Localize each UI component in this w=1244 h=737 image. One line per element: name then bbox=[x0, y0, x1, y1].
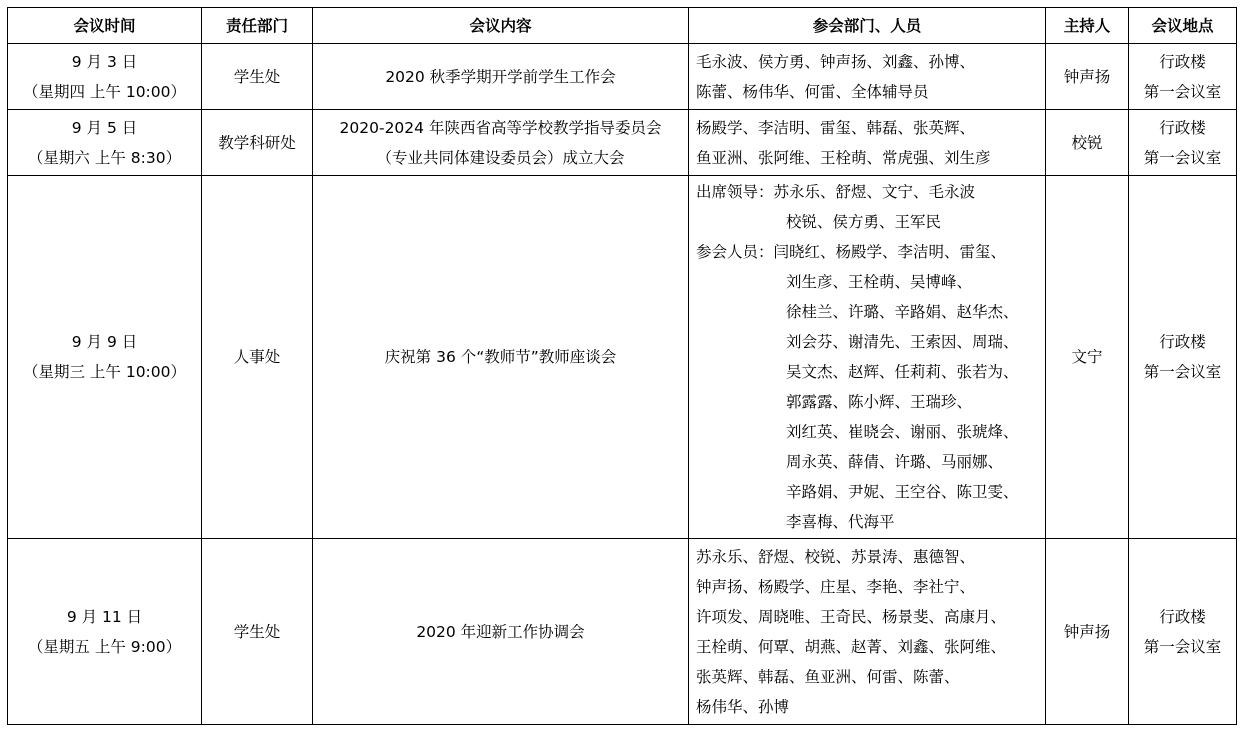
location-room: 第一会议室 bbox=[1143, 82, 1222, 101]
cell-time bbox=[8, 539, 202, 725]
meeting-weekday-time: （星期六 上午 8:30） bbox=[27, 148, 182, 167]
cell-location bbox=[1129, 110, 1237, 176]
cell-host: 校锐 bbox=[1046, 110, 1129, 176]
meeting-schedule-table bbox=[7, 7, 1237, 725]
location-room: 第一会议室 bbox=[1143, 637, 1222, 656]
leaders-names: 苏永乐、舒煜、文宁、毛永波 bbox=[773, 183, 976, 201]
meeting-date: 9 月 11 日 bbox=[66, 607, 143, 626]
attendee-line: 徐桂兰、许璐、辛路娟、赵华杰、 bbox=[786, 303, 1019, 321]
content-line: 庆祝第 36 个“教师节”教师座谈会 bbox=[384, 348, 617, 366]
attendee-line: 陈蕾、杨伟华、何雷、全体辅导员 bbox=[696, 82, 929, 101]
cell-content bbox=[313, 176, 689, 539]
location-building: 行政楼 bbox=[1159, 118, 1206, 137]
header-content: 会议内容 bbox=[313, 8, 689, 44]
leaders-label: 出席领导： bbox=[696, 183, 774, 201]
cell-location bbox=[1129, 44, 1237, 110]
cell-attendees bbox=[689, 176, 1046, 539]
meeting-weekday-time: （星期五 上午 9:00） bbox=[27, 637, 182, 656]
cell-dept: 学生处 bbox=[202, 44, 313, 110]
cell-attendees bbox=[689, 44, 1046, 110]
attendee-line: 刘红英、崔晓会、谢丽、张琥烽、 bbox=[786, 423, 1019, 441]
attendee-line-leaders bbox=[696, 177, 1045, 207]
header-host: 主持人 bbox=[1046, 8, 1129, 44]
attendee-line: 杨伟华、孙博 bbox=[696, 697, 790, 716]
attendee-line: 刘生彦、王栓萌、吴博峰、 bbox=[786, 273, 973, 291]
cell-time bbox=[8, 110, 202, 176]
cell-host: 钟声扬 bbox=[1046, 539, 1129, 725]
attendee-line: 辛路娟、尹妮、王空谷、陈卫雯、 bbox=[786, 483, 1019, 501]
attendee-line: 钟声扬、杨殿学、庄星、李艳、李社宁、 bbox=[696, 577, 976, 596]
attendee-line: 校锐、侯方勇、王军民 bbox=[786, 213, 942, 231]
attendee-line: 吴文杰、赵辉、任莉莉、张若为、 bbox=[786, 363, 1019, 381]
meeting-date: 9 月 3 日 bbox=[71, 52, 138, 71]
table-row bbox=[8, 176, 1237, 539]
cell-dept: 学生处 bbox=[202, 539, 313, 725]
meeting-weekday-time: （星期四 上午 10:00） bbox=[22, 82, 187, 101]
cell-location bbox=[1129, 539, 1237, 725]
location-building: 行政楼 bbox=[1159, 333, 1206, 351]
attendee-line-members bbox=[696, 237, 1045, 267]
content-line: 2020-2024 年陕西省高等学校教学指导委员会 bbox=[339, 118, 662, 137]
attendee-line: 王栓萌、何覃、胡燕、赵菁、刘鑫、张阿维、 bbox=[696, 637, 1007, 656]
header-dept: 责任部门 bbox=[202, 8, 313, 44]
cell-location bbox=[1129, 176, 1237, 539]
cell-host: 文宁 bbox=[1046, 176, 1129, 539]
content-line: （专业共同体建设委员会）成立大会 bbox=[376, 148, 625, 167]
location-room: 第一会议室 bbox=[1143, 363, 1222, 381]
table-row bbox=[8, 539, 1237, 725]
header-attendees: 参会部门、人员 bbox=[689, 8, 1046, 44]
table-row bbox=[8, 110, 1237, 176]
cell-time bbox=[8, 44, 202, 110]
meeting-date: 9 月 5 日 bbox=[71, 118, 138, 137]
attendee-line: 郭露露、陈小辉、王瑞珍、 bbox=[786, 393, 973, 411]
cell-time bbox=[8, 176, 202, 539]
meeting-weekday-time: （星期三 上午 10:00） bbox=[22, 363, 187, 381]
meeting-date: 9 月 9 日 bbox=[71, 333, 138, 351]
members-names: 闫晓红、杨殿学、李洁明、雷玺、 bbox=[773, 243, 1007, 261]
attendee-line: 许项发、周晓唯、王奇民、杨景斐、高康月、 bbox=[696, 607, 1007, 626]
attendee-line: 张英辉、韩磊、鱼亚洲、何雷、陈蕾、 bbox=[696, 667, 960, 686]
cell-host: 钟声扬 bbox=[1046, 44, 1129, 110]
members-label: 参会人员： bbox=[696, 243, 774, 261]
cell-attendees bbox=[689, 539, 1046, 725]
attendee-line: 刘会芬、谢清先、王索因、周瑞、 bbox=[786, 333, 1019, 351]
attendee-line: 杨殿学、李洁明、雷玺、韩磊、张英辉、 bbox=[696, 118, 976, 137]
content-line: 2020 秋季学期开学前学生工作会 bbox=[385, 67, 616, 86]
attendee-line: 毛永波、侯方勇、钟声扬、刘鑫、孙博、 bbox=[696, 52, 976, 71]
header-time: 会议时间 bbox=[8, 8, 202, 44]
cell-content bbox=[313, 110, 689, 176]
attendee-line: 苏永乐、舒煜、校锐、苏景涛、惠德智、 bbox=[696, 547, 976, 566]
attendee-line: 李喜梅、代海平 bbox=[786, 513, 895, 531]
cell-dept: 人事处 bbox=[202, 176, 313, 539]
header-location: 会议地点 bbox=[1129, 8, 1237, 44]
cell-dept: 教学科研处 bbox=[202, 110, 313, 176]
location-building: 行政楼 bbox=[1159, 607, 1206, 626]
location-building: 行政楼 bbox=[1159, 52, 1206, 71]
attendee-line: 鱼亚洲、张阿维、王栓萌、常虎强、刘生彦 bbox=[696, 148, 991, 167]
table-row bbox=[8, 44, 1237, 110]
cell-attendees bbox=[689, 110, 1046, 176]
header-row bbox=[8, 8, 1237, 44]
location-room: 第一会议室 bbox=[1143, 148, 1222, 167]
cell-content bbox=[313, 44, 689, 110]
cell-content bbox=[313, 539, 689, 725]
attendee-line: 周永英、薛倩、许璐、马丽娜、 bbox=[786, 453, 1004, 471]
content-line: 2020 年迎新工作协调会 bbox=[416, 622, 585, 641]
